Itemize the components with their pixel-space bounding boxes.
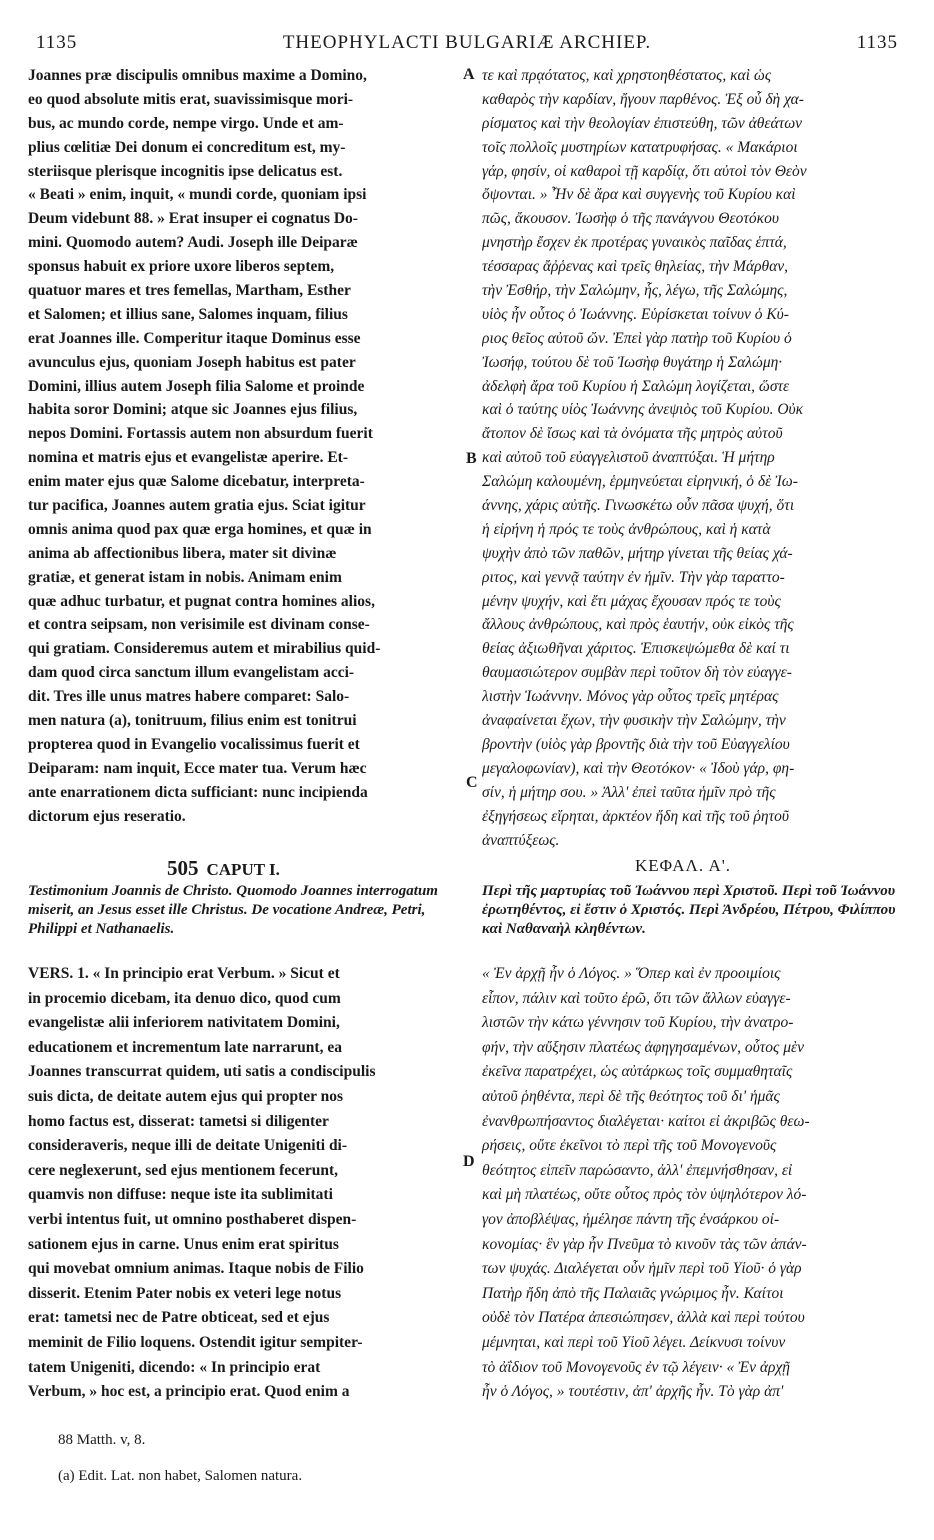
latin-body-line: Joannes transcurrat quidem, uti satis a condiscipulis	[28, 1063, 376, 1081]
latin-body-line: disserit. Etenim Pater nobis ex veteri lege notus	[28, 1284, 342, 1302]
latin-line: plius cœlitiæ Dei donum ei concreditum est, my-	[28, 138, 346, 156]
latin-line: Joannes præ discipulis omnibus maxime a Domino,	[28, 67, 367, 84]
greek-line: θαυμασιώτερον συμβὰν περὶ τοῦτον δὴ τὸν εὐαγγε-	[482, 664, 792, 682]
latin-body-line: sationem ejus in carne. Unus enim erat spiritus	[28, 1235, 339, 1253]
latin-line: et Salomen; et illius sane, Salomes inquam, filius	[28, 305, 348, 323]
greek-line: καὶ ὁ ταύτης υἱὸς Ἰωάννης ἀνεψιὸς τοῦ Κυρίου. Οὐκ	[482, 401, 804, 419]
greek-column	[482, 64, 912, 852]
greek-body-line: καὶ μὴ πλατέως, οὔτε οὗτος πρὸς τὸν ὑψηλότερον λό-	[482, 1186, 807, 1204]
greek-body	[482, 962, 912, 1405]
greek-body-line: των ψυχάς. Διαλέγεται οὖν ἡμῖν περὶ τοῦ Υἱοῦ· ὁ γὰρ	[482, 1260, 802, 1278]
greek-body-line: γον ἀποβλέψας, ἠμέλησε πάντη τῆς ἐνσάρκου οἰ-	[482, 1210, 780, 1228]
greek-body-line: αὐτοῦ ῥηθέντα, περὶ δὲ τῆς θεότητος τοῦ δι' ἡμᾶς	[482, 1087, 780, 1105]
greek-line: καὶ αὐτοῦ τοῦ εὐαγγελιστοῦ ἀναπτύξαι. Ἡ μήτηρ	[482, 449, 775, 467]
latin-line: quæ adhuc turbatur, et pugnat contra homines alios,	[28, 592, 375, 610]
page-number-left: 1135	[36, 32, 78, 53]
latin-line: tur pacifica, Joannes autem gratia ejus. Sciat igitur	[28, 497, 366, 515]
greek-body-line: ἐκεῖνα παρατρέχει, ὡς αὐτάρκως τοῖς συμμαθηταῖς	[482, 1063, 793, 1081]
caput-heading	[167, 856, 280, 881]
greek-line: βροντὴν (υἱὸς γὰρ βροντῆς διὰ τὴν τοῦ Εὐαγγελίου	[482, 735, 790, 753]
latin-body-line: tatem Unigeniti, dicendo: « In principio erat	[28, 1358, 321, 1376]
latin-line: enim mater ejus quæ Salome dicebatur, interpreta-	[28, 473, 365, 491]
latin-chapter-summary: Testimonium Joannis de Christo. Quomodo Joannes interrogatum miserit, an Jesus esset ille Christus. De vocatione Andreæ, Petri, Philippi et Nathanaelis.	[28, 883, 438, 937]
latin-line: steriisque plerisque incognitis ipse delicatus est.	[28, 162, 343, 180]
greek-line: πῶς, ἄκουσον. Ἰωσὴφ ὁ τῆς πανάγνου Θεοτόκου	[482, 210, 779, 228]
caput-label: CAPUT I.	[206, 860, 280, 879]
greek-line: λιστὴν Ἰωάννην. Μόνος γὰρ οὗτος τρεῖς μητέρας	[482, 688, 779, 706]
latin-line: gratiæ, et generat istam in nobis. Animam enim	[28, 568, 342, 586]
greek-line: ἄτοπον δὲ ἴσως καὶ τὰ ὀνόματα τῆς μητρὸς αὐτοῦ	[482, 425, 783, 443]
latin-line: qui gratiam. Consideremus autem et mirabilius quid-	[28, 640, 381, 658]
latin-line: avunculus ejus, quoniam Joseph habitus est pater	[28, 353, 356, 371]
latin-line: sponsus habuit ex priore uxore liberos septem,	[28, 258, 335, 276]
page-title: THEOPHYLACTI BULGARIÆ ARCHIEP.	[282, 32, 652, 53]
latin-body-line: erat: tametsi nec de Patre obticeat, sed et ejus	[28, 1309, 330, 1327]
latin-line: propterea quod in Evangelio vocalissimus fuerit et	[28, 735, 360, 753]
latin-line: « Beati » enim, inquit, « mundi corde, quoniam ipsi	[28, 186, 367, 204]
latin-line: eo quod absolute mitis erat, suavissimisque mori-	[28, 90, 354, 108]
latin-line: ante enarrationem dicta sufficiant: nunc incipienda	[28, 783, 368, 801]
greek-line: ὄψονται. » Ἦν δὲ ἄρα καὶ συγγενὴς τοῦ Κυρίου καὶ	[482, 186, 796, 204]
latin-line: mini. Quomodo autem? Audi. Joseph ille Deiparæ	[28, 234, 358, 252]
margin-letter-a: A	[463, 66, 475, 83]
greek-body-line: Πατὴρ ἤδη ἀπὸ τῆς Παλαιᾶς γνώριμος ἦν. Καίτοι	[482, 1284, 784, 1302]
latin-body-line: homo factus est, disserat: tametsi si diligenter	[28, 1112, 329, 1130]
greek-line: ρίσματος καὶ τὴν θεολογίαν ἐπιστεύθη, τῶν ἀθεάτων	[482, 114, 803, 132]
latin-line: dictorum ejus reseratio.	[28, 807, 186, 825]
latin-body-line: Verbum, » hoc est, a principio erat. Quod enim a	[28, 1383, 350, 1401]
greek-line: τοῖς πολλοῖς μυστηρίων κατατρυφήσας. « Μακάριοι	[482, 138, 798, 156]
margin-letter-c: C	[466, 774, 478, 791]
latin-line: Domini, illius autem Joseph filia Salome et proinde	[28, 377, 365, 395]
greek-body-line: λιστῶν τὴν κάτω γέννησιν τοῦ Κυρίου, τὴν ἀνατρο-	[482, 1014, 794, 1032]
latin-line: bus, ac mundo corde, nempe virgo. Unde et am-	[28, 114, 344, 132]
latin-body-line: in procemio dicebam, ita denuo dico, quod cum	[28, 989, 341, 1007]
greek-body-line: ἦν ὁ Λόγος, » τουτέστιν, ἀπ' ἀρχῆς ἦν. Τὸ γὰρ ἀπ'	[482, 1383, 784, 1401]
latin-line: quatuor mares et tres femellas, Martham, Esther	[28, 282, 351, 300]
greek-line: σίν, ἡ μήτηρ σου. » Ἀλλ' ἐπεὶ ταῦτα ἡμῖν πρὸ τῆς	[482, 783, 776, 801]
greek-line: ψυχὴν ἀπὸ τῶν παθῶν, μήτηρ γίνεται τῆς θείας χά-	[482, 544, 793, 562]
greek-chapter-summary: Περὶ τῆς μαρτυρίας τοῦ Ἰωάννου περὶ Χριστοῦ. Περὶ τοῦ Ἰωάννου ἐρωτηθέντος, εἰ ἔστιν ὁ Χριστός. Περὶ Ἀνδρέου, Πέτρου, Φιλίππου καὶ Ναθαναὴλ κληθέντων.	[482, 883, 896, 937]
latin-body-line: meminit de Filio loquens. Ostendit igitur sempiter-	[28, 1333, 363, 1351]
greek-line: ἀδελφὴ ἄρα τοῦ Κυρίου ἡ Σαλώμη λογίζεται, ὥστε	[482, 377, 790, 395]
greek-line: ριος θεῖος αὐτοῦ ὤν. Ἐπεὶ γὰρ πατὴρ τοῦ Κυρίου ὁ	[482, 329, 792, 347]
footnote-1: 88 Matth. v, 8.	[58, 1432, 146, 1448]
greek-line: άννης, χάρις αὐτῆς. Γινωσκέτω οὖν πᾶσα ψυχή, ὅτι	[482, 497, 795, 515]
latin-line: nomina et matris ejus et evangelistæ aperire. Et-	[28, 449, 348, 467]
greek-body-line: εἶπον, πάλιν καὶ τοῦτο ἐρῶ, ὅτι τῶν ἄλλων εὐαγγε-	[482, 989, 791, 1007]
greek-body-line: φήν, τὴν αὔξησιν πλατέως ἀφηγησαμένων, οὗτος μὲν	[482, 1038, 804, 1056]
latin-line: et contra seipsam, non verisimile est divinam conse-	[28, 616, 370, 634]
greek-line: τε καὶ πρᾳότατος, καὶ χρηστοηθέστατος, καὶ ὡς	[482, 67, 772, 84]
latin-line: men natura (a), tonitruum, filius enim est tonitrui	[28, 712, 357, 730]
greek-line: ἡ εἰρήνη ἡ πρός τε τοὺς ἀνθρώπους, καὶ ἡ κατὰ	[482, 520, 771, 538]
latin-line: nepos Domini. Fortassis autem non absurdum fuerit	[28, 425, 373, 443]
kephala-heading: ΚΕΦΑΛ. Α'.	[635, 856, 732, 875]
page-number-right: 1135	[856, 32, 898, 53]
greek-body-line: τὸ ἀΐδιον τοῦ Μονογενοῦς ἐν τῷ λέγειν· « Ἐν ἀρχῇ	[482, 1358, 790, 1376]
footnote-2: (a) Edit. Lat. non habet, Salomen natura.	[58, 1468, 303, 1484]
greek-line: Ἰωσήφ, τούτου δὲ τοῦ Ἰωσὴφ θυγάτηρ ἡ Σαλώμη·	[482, 353, 783, 371]
greek-body-line: μέμνηται, καὶ περὶ τοῦ Υἱοῦ λέγει. Δείκνυσι τοίνυν	[482, 1333, 786, 1351]
greek-line: μένην ψυχήν, καὶ ἔτι μάχας ἔχουσαν πρός τε τοὺς	[482, 592, 781, 610]
greek-line: υἱὸς ἦν οὗτος ὁ Ἰωάννης. Εὑρίσκεται τοίνυν ὁ Κύ-	[482, 305, 789, 323]
latin-line: erat Joannes ille. Comperitur itaque Dominus esse	[28, 329, 361, 347]
greek-line: γάρ, φησίν, οἱ καθαροὶ τῇ καρδίᾳ, ὅτι αὐτοὶ τὸν Θεὸν	[482, 162, 807, 180]
greek-line: Σαλώμη καλουμένη, ἑρμηνεύεται εἰρηνική, ὁ δὲ Ἰω-	[482, 473, 798, 491]
greek-body-line: ἐνανθρωπήσαντος διαλέγεται· καίτοι εἰ ἀκριβῶς θεω-	[482, 1112, 810, 1130]
margin-letter-d: D	[463, 1153, 475, 1170]
latin-line: Deiparam: nam inquit, Ecce mater tua. Verum hæc	[28, 759, 367, 777]
latin-body-line: suis dicta, de deitate autem ejus qui propter nos	[28, 1087, 344, 1105]
greek-line: ἀναφαίνεται ἔχων, τὴν φυσικὴν τὴν Σαλώμην, τὴν	[482, 712, 786, 730]
greek-line: τέσσαρας ἄῤῥενας καὶ τρεῖς θηλείας, τὴν Μάρθαν,	[482, 258, 789, 276]
latin-line: anima ab affectionibus libera, mater sit divinæ	[28, 544, 337, 562]
greek-line: ἐξηγήσεως εἴρηται, ἀρκτέον ἤδη καὶ τῆς τοῦ ῥητοῦ	[482, 807, 789, 825]
greek-body-line: θεότητος εἰπεῖν παρώσαντο, ἀλλ' ἐπεμνήσθησαν, εἰ	[482, 1161, 793, 1179]
latin-body-line: qui movebat omnium animas. Itaque nobis de Filio	[28, 1260, 364, 1278]
margin-letter-b: B	[466, 450, 477, 467]
latin-line: habita soror Domini; atque sic Joannes ejus filius,	[28, 401, 358, 419]
greek-line: μνηστὴρ ἔσχεν ἐκ προτέρας γυναικὸς παῖδας ἑπτά,	[482, 234, 787, 252]
greek-body-line: ρήσεις, οὔτε ἐκεῖνοι τὸ περὶ τῆς τοῦ Μονογενοῦς	[482, 1137, 777, 1155]
latin-column	[28, 64, 456, 829]
column-number: 505	[167, 856, 199, 880]
latin-body-line: cere neglexerunt, sed ejus mentionem fecerunt,	[28, 1161, 339, 1179]
greek-line: καθαρὸς τὴν καρδίαν, ἤγουν παρθένος. Ἐξ οὗ δὴ χα-	[482, 90, 804, 108]
latin-body-line: evangelistæ alii inferiorem nativitatem Domini,	[28, 1014, 340, 1032]
greek-line: ριτος, καὶ γεννᾷ ταύτην ἐν ἡμῖν. Τὴν γὰρ ταραττο-	[482, 568, 785, 586]
greek-line: τὴν Ἐσθήρ, τὴν Σαλώμην, ἧς, λέγω, τῆς Σαλώμης,	[482, 282, 788, 300]
latin-line: dam quod circa sanctum illum evangelistam acci-	[28, 664, 355, 682]
latin-body-line: VERS. 1. « In principio erat Verbum. » Sicut et	[28, 965, 340, 982]
greek-body-line: οὐδὲ τὸν Πατέρα ἀπεσιώπησεν, ἀλλὰ καὶ περὶ τούτου	[482, 1309, 805, 1327]
latin-body-line: verbi intentus fuit, ut omnino posthaberet dispen-	[28, 1210, 357, 1228]
greek-body-line: κονομίας· ἓν γὰρ ἦν Πνεῦμα τὸ κινοῦν τὰς τῶν ἁπάν-	[482, 1235, 807, 1253]
greek-line: ἄλλους ἀνθρώπους, καὶ πρὸς ἑαυτήν, οὐκ εἰκὸς τῆς	[482, 616, 794, 634]
latin-line: Deum videbunt 88. » Erat insuper ei cognatus Do-	[28, 210, 358, 228]
latin-line: omnis anima quod pax quæ erga homines, et quæ in	[28, 520, 372, 538]
latin-body-line: quamvis non diffuse: neque iste ita sublimitati	[28, 1186, 333, 1204]
greek-body-line: « Ἐν ἀρχῇ ἦν ὁ Λόγος. » Ὅπερ καὶ ἐν προοιμίοις	[482, 965, 781, 982]
greek-line: ἀναπτύξεως.	[482, 831, 560, 849]
latin-line: dit. Tres ille unus matres habere comparet: Salo-	[28, 688, 350, 706]
running-header	[30, 32, 904, 56]
greek-line: μεγαλοφωνίαν), καὶ τὴν Θεοτόκον· « Ἰδοὺ γάρ, φη-	[482, 759, 795, 777]
latin-body-line: consideraveris, neque illi de deitate Unigeniti di-	[28, 1137, 348, 1155]
latin-body	[28, 962, 458, 1405]
latin-body-line: educationem et incrementum late narrarunt, ea	[28, 1038, 342, 1056]
greek-line: θείας ἀξιωθῆναι χάριτος. Ἐπισκεψώμεθα δὲ καί τι	[482, 640, 790, 658]
